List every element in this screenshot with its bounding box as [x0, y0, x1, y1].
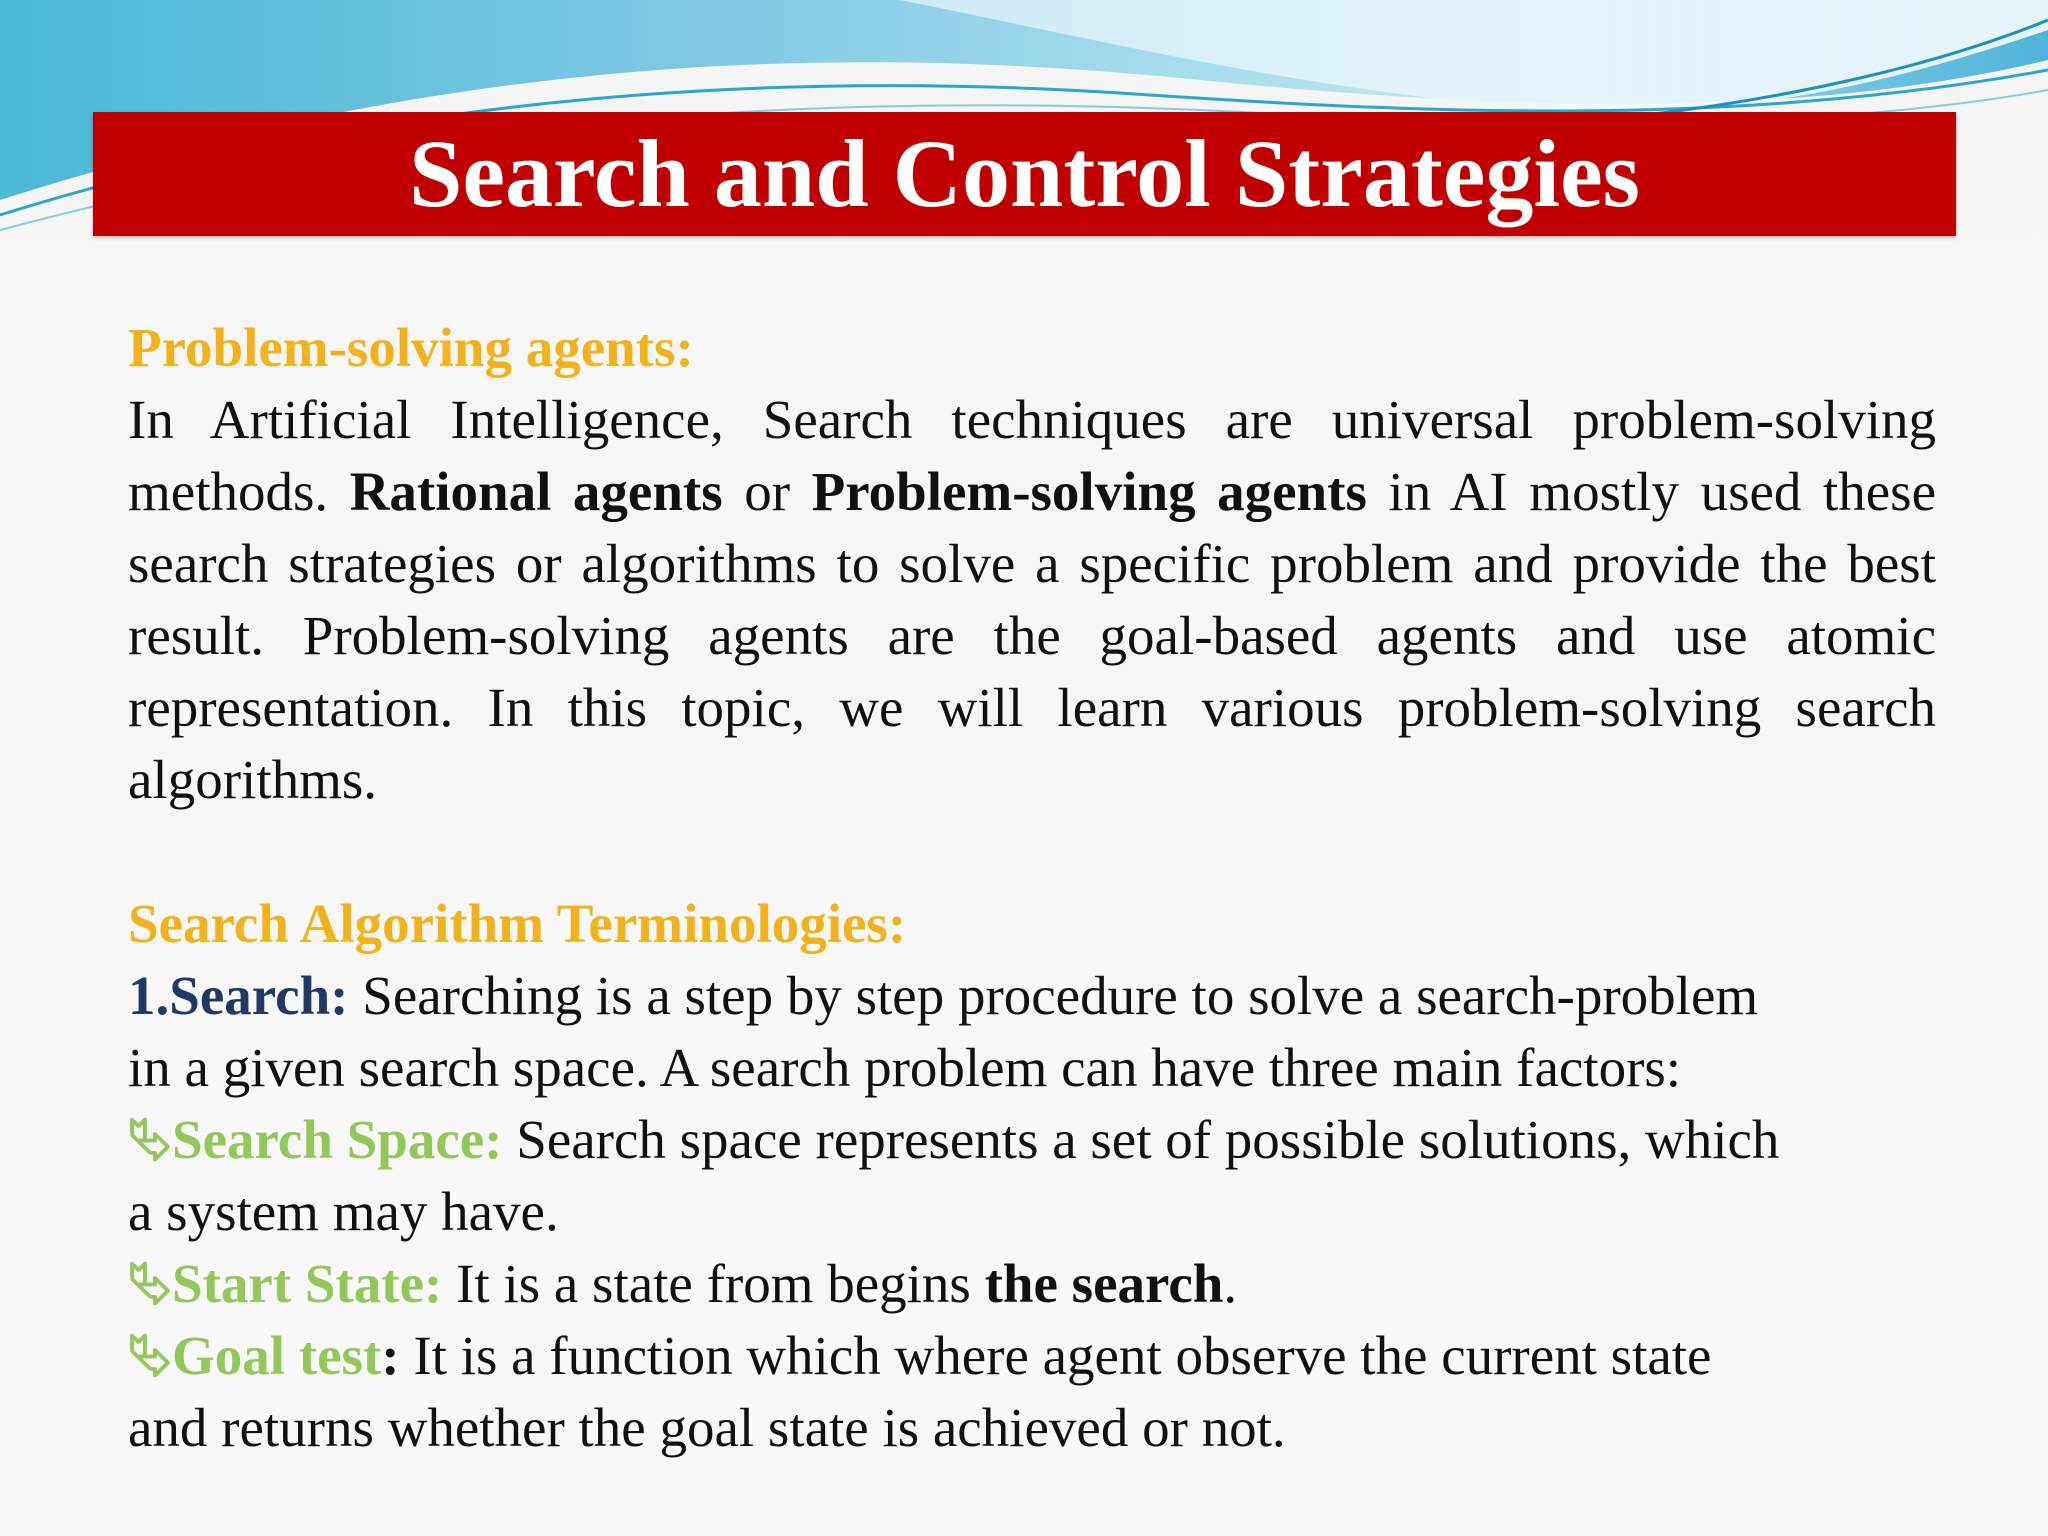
arrow-bullet-icon: ⮱: [128, 1325, 173, 1386]
paragraph-text-c: in AI mostly used these search strategies or algorithms to solve a specific problem and provide the best result. Problem-solving agents are the goal-based agents and use atomic representation. In this topic, we will learn various problem-solving search algorithms.: [128, 461, 1936, 810]
bullet-text-goal-test-1: It is a function which where agent observe the current state: [399, 1325, 1712, 1386]
item-search-text-1: Searching is a step by step procedure to solve a search-problem: [348, 965, 1759, 1026]
bullet-text-start-state-b: .: [1223, 1253, 1238, 1314]
slide-title: Search and Control Strategies: [408, 120, 1641, 227]
bullet-goal-test-line-2: and returns whether the goal state is achieved or not.: [128, 1397, 1286, 1458]
section-heading-terminologies: Search Algorithm Terminologies:: [128, 893, 907, 954]
bullet-search-space-line-2: a system may have.: [128, 1181, 559, 1242]
bold-problem-solving-agents: Problem-solving agents: [811, 461, 1367, 522]
bullet-search-space: [128, 1104, 1936, 1176]
bullet-start-state: [128, 1248, 1936, 1320]
bullet-goal-test: [128, 1320, 1936, 1392]
bullet-label-start-state: Start State:: [172, 1253, 443, 1314]
bullet-text-search-space-1: Search space represents a set of possible solutions, which: [502, 1109, 1780, 1170]
item-search-line-2: in a given search space. A search problem can have three main factors:: [128, 1037, 1682, 1098]
item-search-line-1: [128, 960, 1936, 1032]
bullet-colon: :: [381, 1325, 400, 1386]
arrow-bullet-icon: ⮱: [128, 1109, 173, 1170]
bullet-text-start-state-a: It is a state from begins: [442, 1253, 985, 1314]
bullet-label-goal-test: Goal test: [172, 1325, 382, 1386]
title-bar: [93, 112, 1956, 236]
problem-solving-paragraph: [128, 384, 1936, 816]
arrow-bullet-icon: ⮱: [128, 1253, 173, 1314]
paragraph-text-a: In Artificial Intelligence, Search techniques are universal problem-solving methods.: [128, 389, 1936, 522]
bullet-label-search-space: Search Space:: [172, 1109, 503, 1170]
spacer: [128, 816, 1936, 888]
slide-content: [128, 312, 1936, 1464]
bold-rational-agents: Rational agents: [349, 461, 723, 522]
section-heading-problem-solving: Problem-solving agents:: [128, 317, 694, 378]
item-search-label: 1.Search:: [128, 965, 349, 1026]
bold-the-search: the search: [984, 1253, 1224, 1314]
paragraph-text-b: or: [722, 461, 812, 522]
